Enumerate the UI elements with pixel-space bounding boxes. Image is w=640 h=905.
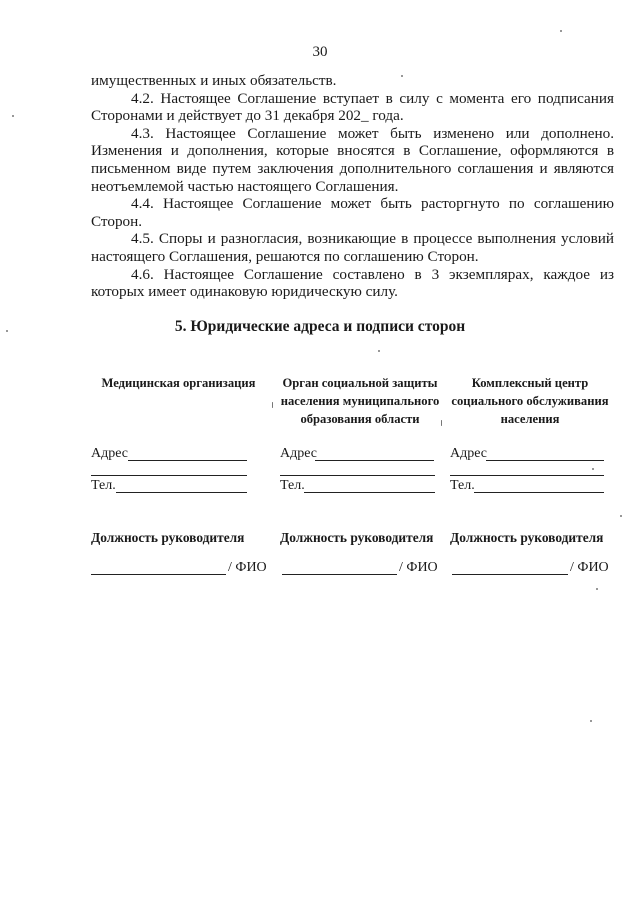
- party-name: Медицинская организация: [101, 376, 256, 390]
- phone-line: [474, 492, 604, 493]
- scan-speck: [12, 115, 14, 117]
- phone-line: [116, 492, 247, 493]
- signature-line: [452, 574, 568, 575]
- phone-label: Тел.: [280, 478, 305, 493]
- phone-label: Тел.: [450, 478, 475, 493]
- party-name: Комплексный центр социального обслуживания населения: [451, 376, 609, 426]
- paragraph-4-3: 4.3. Настоящее Соглашение может быть изменено или дополнено. Изменения и дополнения, которые вносятся в Соглашение, оформляются в письменном виде путем заключения дополнительного соглашения и являются неотъемлемой частью настоящего Соглашения.: [91, 124, 614, 195]
- scan-speck: [590, 720, 592, 722]
- signature-line: [91, 574, 226, 575]
- section-title: 5. Юридические адреса и подписи сторон: [174, 318, 466, 335]
- paragraph-4-2: 4.2. Настоящее Соглашение вступает в силу с момента его подписания Сторонами и действует до 31 декабря 202_ года.: [91, 89, 614, 125]
- scan-speck: [378, 350, 380, 352]
- position-label: Должность руководителя: [280, 530, 434, 545]
- address-line: [450, 475, 604, 476]
- address-label: Адрес: [280, 446, 318, 461]
- position-label: Должность руководителя: [450, 530, 604, 545]
- scan-speck: [560, 30, 562, 32]
- paragraph-4-5: 4.5. Споры и разногласия, возникающие в процессе выполнения условий настоящего Соглашения, решаются по соглашению Сторон.: [91, 230, 614, 265]
- party-name: Орган социальной защиты населения муниципального образования области: [280, 376, 440, 426]
- party-column-social-protection: [280, 374, 440, 434]
- scan-speck: [592, 468, 594, 470]
- fio-label: / ФИО: [570, 560, 609, 575]
- address-label: Адрес: [91, 446, 129, 461]
- paragraph-4-4: 4.4. Настоящее Соглашение может быть расторгнуто по соглашению Сторон.: [91, 195, 614, 230]
- fio-label: / ФИО: [399, 560, 438, 575]
- address-line: [315, 460, 434, 461]
- signature-line: [282, 574, 397, 575]
- agreement-text: [91, 72, 614, 301]
- party-column-medical: [91, 374, 266, 434]
- address-line: [128, 460, 247, 461]
- address-line: [91, 475, 247, 476]
- phone-label: Тел.: [91, 478, 116, 493]
- scan-speck: [596, 588, 598, 590]
- page-number: 30: [312, 44, 328, 60]
- scan-speck: [6, 330, 8, 332]
- scan-speck: [620, 515, 622, 517]
- paragraph-4-6: 4.6. Настоящее Соглашение составлено в 3 экземплярах, каждое из которых имеет одинаковую юридическую силу.: [91, 265, 614, 301]
- position-label: Должность руководителя: [91, 530, 245, 545]
- address-line: [280, 475, 435, 476]
- address-line: [486, 460, 604, 461]
- scan-speck: [272, 402, 273, 408]
- address-label: Адрес: [450, 446, 488, 461]
- scan-speck: [441, 420, 442, 426]
- phone-line: [304, 492, 435, 493]
- scan-speck: [401, 75, 403, 77]
- party-column-social-center: [450, 374, 610, 434]
- fio-label: / ФИО: [228, 560, 267, 575]
- paragraph-continuation: имущественных и иных обязательств.: [91, 72, 337, 89]
